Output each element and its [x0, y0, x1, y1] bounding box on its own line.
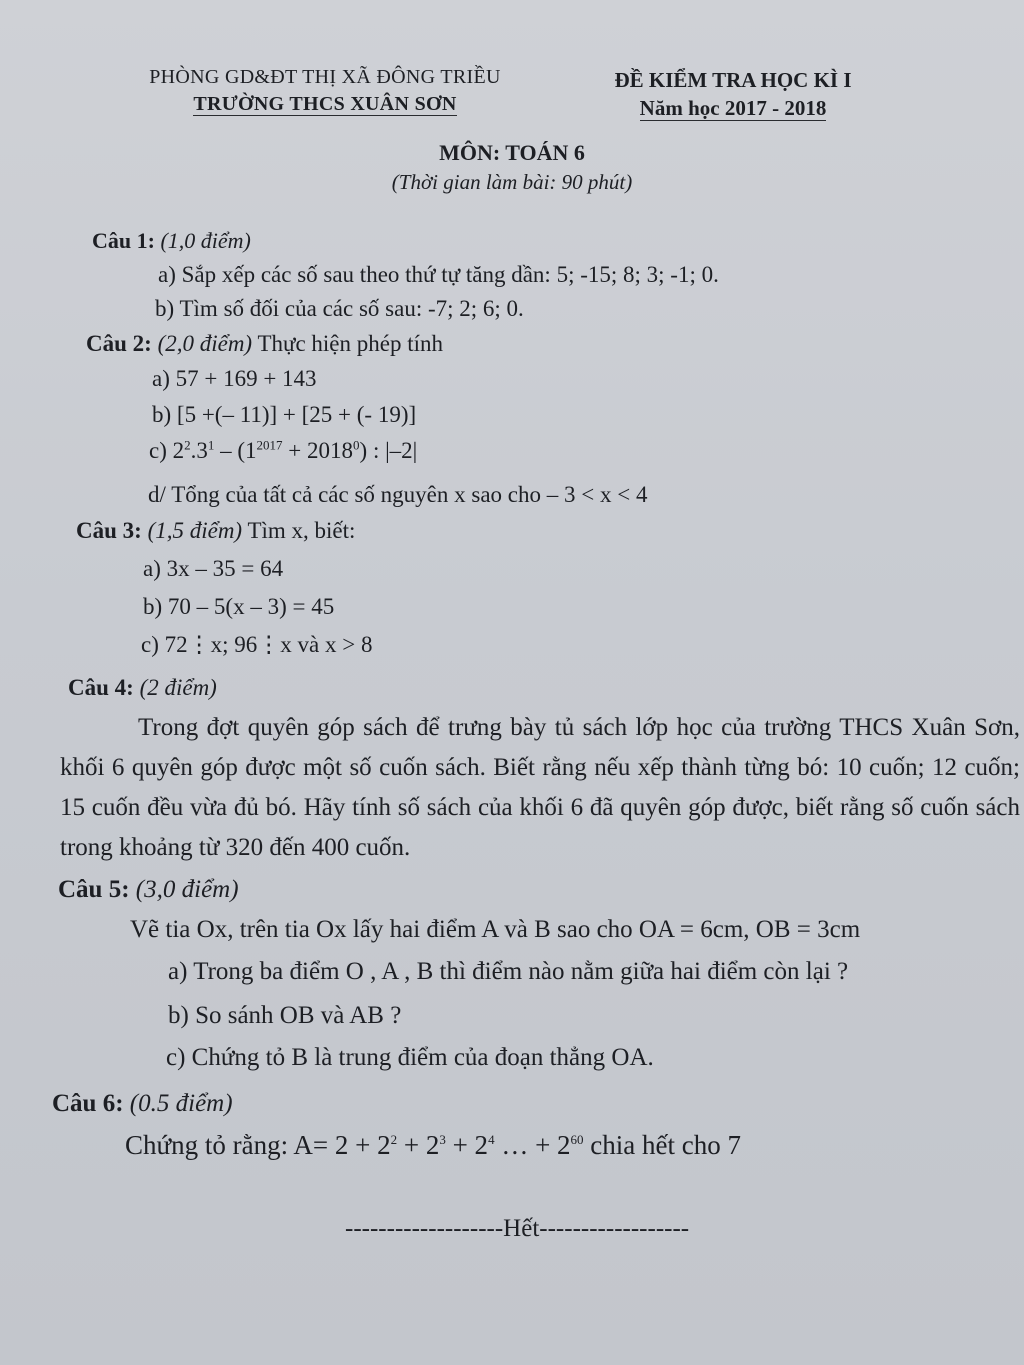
- header-left: [110, 64, 540, 118]
- q1-part-b: b) Tìm số đối của các số sau: -7; 2; 6; 0.: [155, 296, 524, 321]
- q5-part-b: b) So sánh OB và AB ?: [168, 1002, 402, 1029]
- q3-title: Tìm x, biết:: [247, 518, 356, 543]
- q6-points: (0.5 điểm): [129, 1090, 233, 1117]
- q5-part-c: c) Chứng tỏ B là trung điểm của đoạn thẳng OA.: [166, 1044, 654, 1071]
- school-year: Năm học 2017 - 2018: [639, 96, 827, 120]
- q6-statement: Chứng tỏ rằng: $A= 2 + 2^2 + 2^3 + 2^4$ … + $2^{60}$ chia hết cho 7: [125, 1130, 741, 1160]
- q4-text: Trong đợt quyên góp sách để trưng bày tủ sách lớp học của trường THCS Xuân Sơn, khối 6 quyên góp được một số cuốn sách. Biết rằng nếu xếp thành từng bó: 10 cuốn; 12 cuốn; 15 cuốn đều vừa đủ bó. Hãy tính số sách của khối 6 đã quyên góp được, biết rằng số cuốn sách trong khoảng từ 320 đến 400 cuốn.: [60, 714, 1020, 861]
- q5-points: (3,0 điểm): [135, 876, 239, 903]
- q4-points: (2 điểm): [139, 675, 217, 700]
- q2-part-a: a) 57 + 169 + 143: [152, 366, 317, 391]
- subject-title: MÔN: TOÁN 6: [439, 140, 585, 165]
- q3-heading: [76, 518, 355, 544]
- q1-part-a: a) Sắp xếp các số sau theo thứ tự tăng dần: 5; -15; 8; 3; -1; 0.: [158, 262, 719, 287]
- header-right: [588, 66, 878, 122]
- q2-points: (2,0 điểm): [157, 331, 253, 356]
- end-marker: -------------------Hết------------------: [345, 1215, 690, 1242]
- exam-title: ĐỀ KIỂM TRA HỌC KÌ I: [614, 68, 852, 92]
- q2-part-d: d/ Tổng của tất cả các số nguyên x sao cho – 3 < x < 4: [148, 482, 648, 507]
- exam-duration: (Thời gian làm bài: 90 phút): [391, 170, 633, 194]
- q2-heading: [86, 331, 443, 357]
- q5-label: Câu 5:: [58, 876, 130, 903]
- q3-points: (1,5 điểm): [147, 518, 243, 543]
- q2-label: Câu 2:: [86, 331, 152, 356]
- q4-label: Câu 4:: [68, 675, 134, 700]
- q4-heading: [68, 675, 217, 701]
- q3-part-a: a) 3x – 35 = 64: [143, 556, 284, 581]
- q2-part-c: c) $2^2.3^1 - (1^{2017} + 2018^0)$ : |–2|: [149, 437, 418, 463]
- q5-heading: [58, 876, 239, 904]
- school-name: TRƯỜNG THCS XUÂN SƠN: [193, 93, 457, 115]
- q3-label: Câu 3:: [76, 518, 142, 543]
- q6-label: Câu 6:: [52, 1090, 124, 1117]
- q3-part-b: b) 70 – 5(x – 3) = 45: [143, 594, 335, 619]
- q1-points: (1,0 điểm): [160, 228, 251, 253]
- q6-heading: [52, 1090, 233, 1118]
- q3-part-c: c) 72⋮x; 96⋮x và x > 8: [141, 632, 373, 657]
- q2-part-b: b) [5 +(– 11)] + [25 + (- 19)]: [152, 402, 417, 427]
- q1-label: Câu 1:: [92, 228, 155, 253]
- q5-part-a: a) Trong ba điểm O , A , B thì điểm nào nằm giữa hai điểm còn lại ?: [168, 958, 849, 985]
- q5-intro: Vẽ tia Ox, trên tia Ox lấy hai điểm A và B sao cho OA = 6cm, OB = 3cm: [130, 916, 861, 943]
- department-name: PHÒNG GD&ĐT THỊ XÃ ĐÔNG TRIỀU: [149, 66, 501, 88]
- q1-heading: [92, 228, 251, 254]
- q2-title: Thực hiện phép tính: [257, 331, 443, 356]
